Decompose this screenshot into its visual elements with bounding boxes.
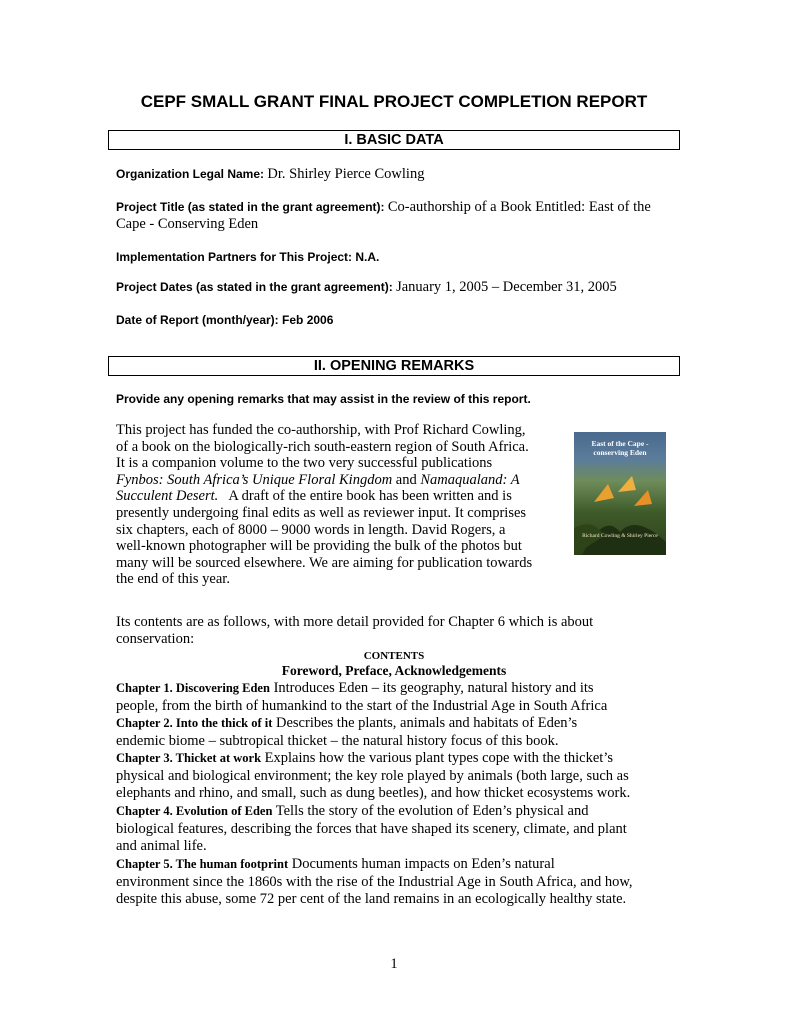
chapter-line: physical and biological environment; the key role played by animals (both large, such as bbox=[116, 767, 629, 784]
para-line: It is a companion volume to the two very successful publications bbox=[116, 455, 493, 472]
para-text: A draft of the entire book has been written and is bbox=[228, 488, 512, 505]
org-name-label: Organization Legal Name: bbox=[116, 167, 265, 181]
project-dates-label: Project Dates (as stated in the grant agreement): bbox=[116, 280, 393, 294]
chapter-line: despite this abuse, some 72 per cent of the land remains in an ecologically healthy state. bbox=[116, 891, 627, 907]
chapter-line: environment since the 1860s with the rise of the Industrial Age in South Africa, and how, bbox=[116, 873, 633, 890]
book-title-fynbos: Fynbos: South Africa’s Unique Floral Kingdom bbox=[116, 471, 393, 488]
chapter-line: people, from the birth of humankind to the start of the Industrial Age in South Africa bbox=[116, 697, 608, 714]
org-name-field bbox=[116, 166, 676, 183]
para-line: of a book on the biologically-rich south-eastern region of South Africa. bbox=[116, 438, 529, 455]
chapter-3 bbox=[116, 750, 676, 803]
chapter-line bbox=[116, 856, 676, 874]
chapter-line: biological features, describing the forces that have shaped its scenery, climate, and plant bbox=[116, 820, 627, 837]
para-line: well-known photographer will be providing the bulk of the photos but bbox=[116, 538, 522, 555]
opening-paragraph bbox=[116, 422, 566, 588]
para-line: conservation: bbox=[116, 630, 195, 647]
para-line: many will be sourced elsewhere. We are aiming for publication towards bbox=[116, 554, 533, 571]
page-number: 1 bbox=[390, 956, 398, 972]
project-title-value: Co-authorship of a Book Entitled: East of the Cape - Conserving Eden bbox=[116, 199, 651, 232]
para-line: presently undergoing final edits as well as reviewer input. It comprises bbox=[116, 504, 527, 521]
partners-field bbox=[116, 249, 676, 266]
chapter-text: Describes the plants, animals and habitats of Eden’s bbox=[276, 715, 578, 731]
chapter-line: endemic biome – subtropical thicket – the natural history focus of this book. bbox=[116, 732, 559, 749]
chapter-line bbox=[116, 803, 676, 821]
project-title-label: Project Title (as stated in the grant agreement): bbox=[116, 200, 385, 214]
para-line: This project has funded the co-authorship, with Prof Richard Cowling, bbox=[116, 422, 526, 438]
chapter-2 bbox=[116, 715, 676, 750]
cover-title-line: East of the Cape - bbox=[591, 439, 649, 448]
para-line: six chapters, each of 8000 – 9000 words in length. David Rogers, a bbox=[116, 521, 506, 538]
book-title-succulent: Succulent Desert. bbox=[116, 488, 219, 505]
chapter-text: Introduces Eden – its geography, natural history and its bbox=[273, 680, 594, 696]
project-dates-value: January 1, 2005 – December 31, 2005 bbox=[396, 279, 617, 295]
report-date-value: Feb 2006 bbox=[282, 313, 334, 327]
chapter-title: Chapter 5. The human footprint bbox=[116, 857, 289, 871]
report-date-label: Date of Report (month/year): bbox=[116, 313, 279, 327]
para-line: Its contents are as follows, with more detail provided for Chapter 6 which is about bbox=[116, 614, 594, 630]
chapter-line bbox=[116, 680, 676, 698]
section-heading-basic-data: I. BASIC DATA bbox=[108, 130, 680, 150]
para-line bbox=[116, 472, 566, 489]
chapter-text: Documents human impacts on Eden’s natural bbox=[291, 856, 555, 872]
contents-intro-paragraph bbox=[116, 614, 676, 647]
chapter-title: Chapter 2. Into the thick of it bbox=[116, 716, 273, 730]
org-name-value: Dr. Shirley Pierce Cowling bbox=[267, 166, 425, 182]
book-title-namaqualand: Namaqualand: A bbox=[420, 471, 520, 488]
chapter-title: Chapter 4. Evolution of Eden bbox=[116, 804, 273, 818]
contents-heading: CONTENTS bbox=[363, 650, 425, 662]
project-dates-field bbox=[116, 279, 676, 296]
chapter-text: Tells the story of the evolution of Eden’s physical and bbox=[275, 803, 589, 819]
partners-label: Implementation Partners for This Project: bbox=[116, 250, 353, 264]
chapter-4 bbox=[116, 803, 676, 856]
chapter-5 bbox=[116, 856, 676, 909]
chapter-title: Chapter 1. Discovering Eden bbox=[116, 681, 270, 695]
chapter-1 bbox=[116, 680, 676, 715]
para-line: the end of this year. bbox=[116, 571, 230, 588]
para-text: and bbox=[395, 471, 417, 488]
report-title: CEPF SMALL GRANT FINAL PROJECT COMPLETION REPORT bbox=[140, 92, 648, 111]
opening-remarks-prompt: Provide any opening remarks that may assist in the review of this report. bbox=[116, 392, 531, 406]
chapter-text: Explains how the various plant types cope with the thicket’s bbox=[264, 750, 613, 766]
cover-title-line: conserving Eden bbox=[593, 448, 647, 457]
contents-subheading: Foreword, Preface, Acknowledgements bbox=[281, 663, 507, 678]
partners-value: N.A. bbox=[355, 250, 380, 264]
section-heading-opening-remarks: II. OPENING REMARKS bbox=[108, 356, 680, 376]
chapter-line: elephants and rhino, and small, such as dung beetles), and how thicket ecosystems work. bbox=[116, 785, 631, 801]
chapter-line bbox=[116, 750, 676, 768]
chapter-line: and animal life. bbox=[116, 838, 207, 854]
book-cover-authors: Richard Cowling & Shirley Pierce bbox=[582, 533, 658, 539]
report-date-field bbox=[116, 312, 676, 329]
book-cover-image bbox=[574, 432, 666, 555]
chapter-title: Chapter 3. Thicket at work bbox=[116, 751, 262, 765]
para-line bbox=[116, 488, 566, 505]
project-title-field bbox=[116, 199, 676, 233]
chapter-line bbox=[116, 715, 676, 733]
